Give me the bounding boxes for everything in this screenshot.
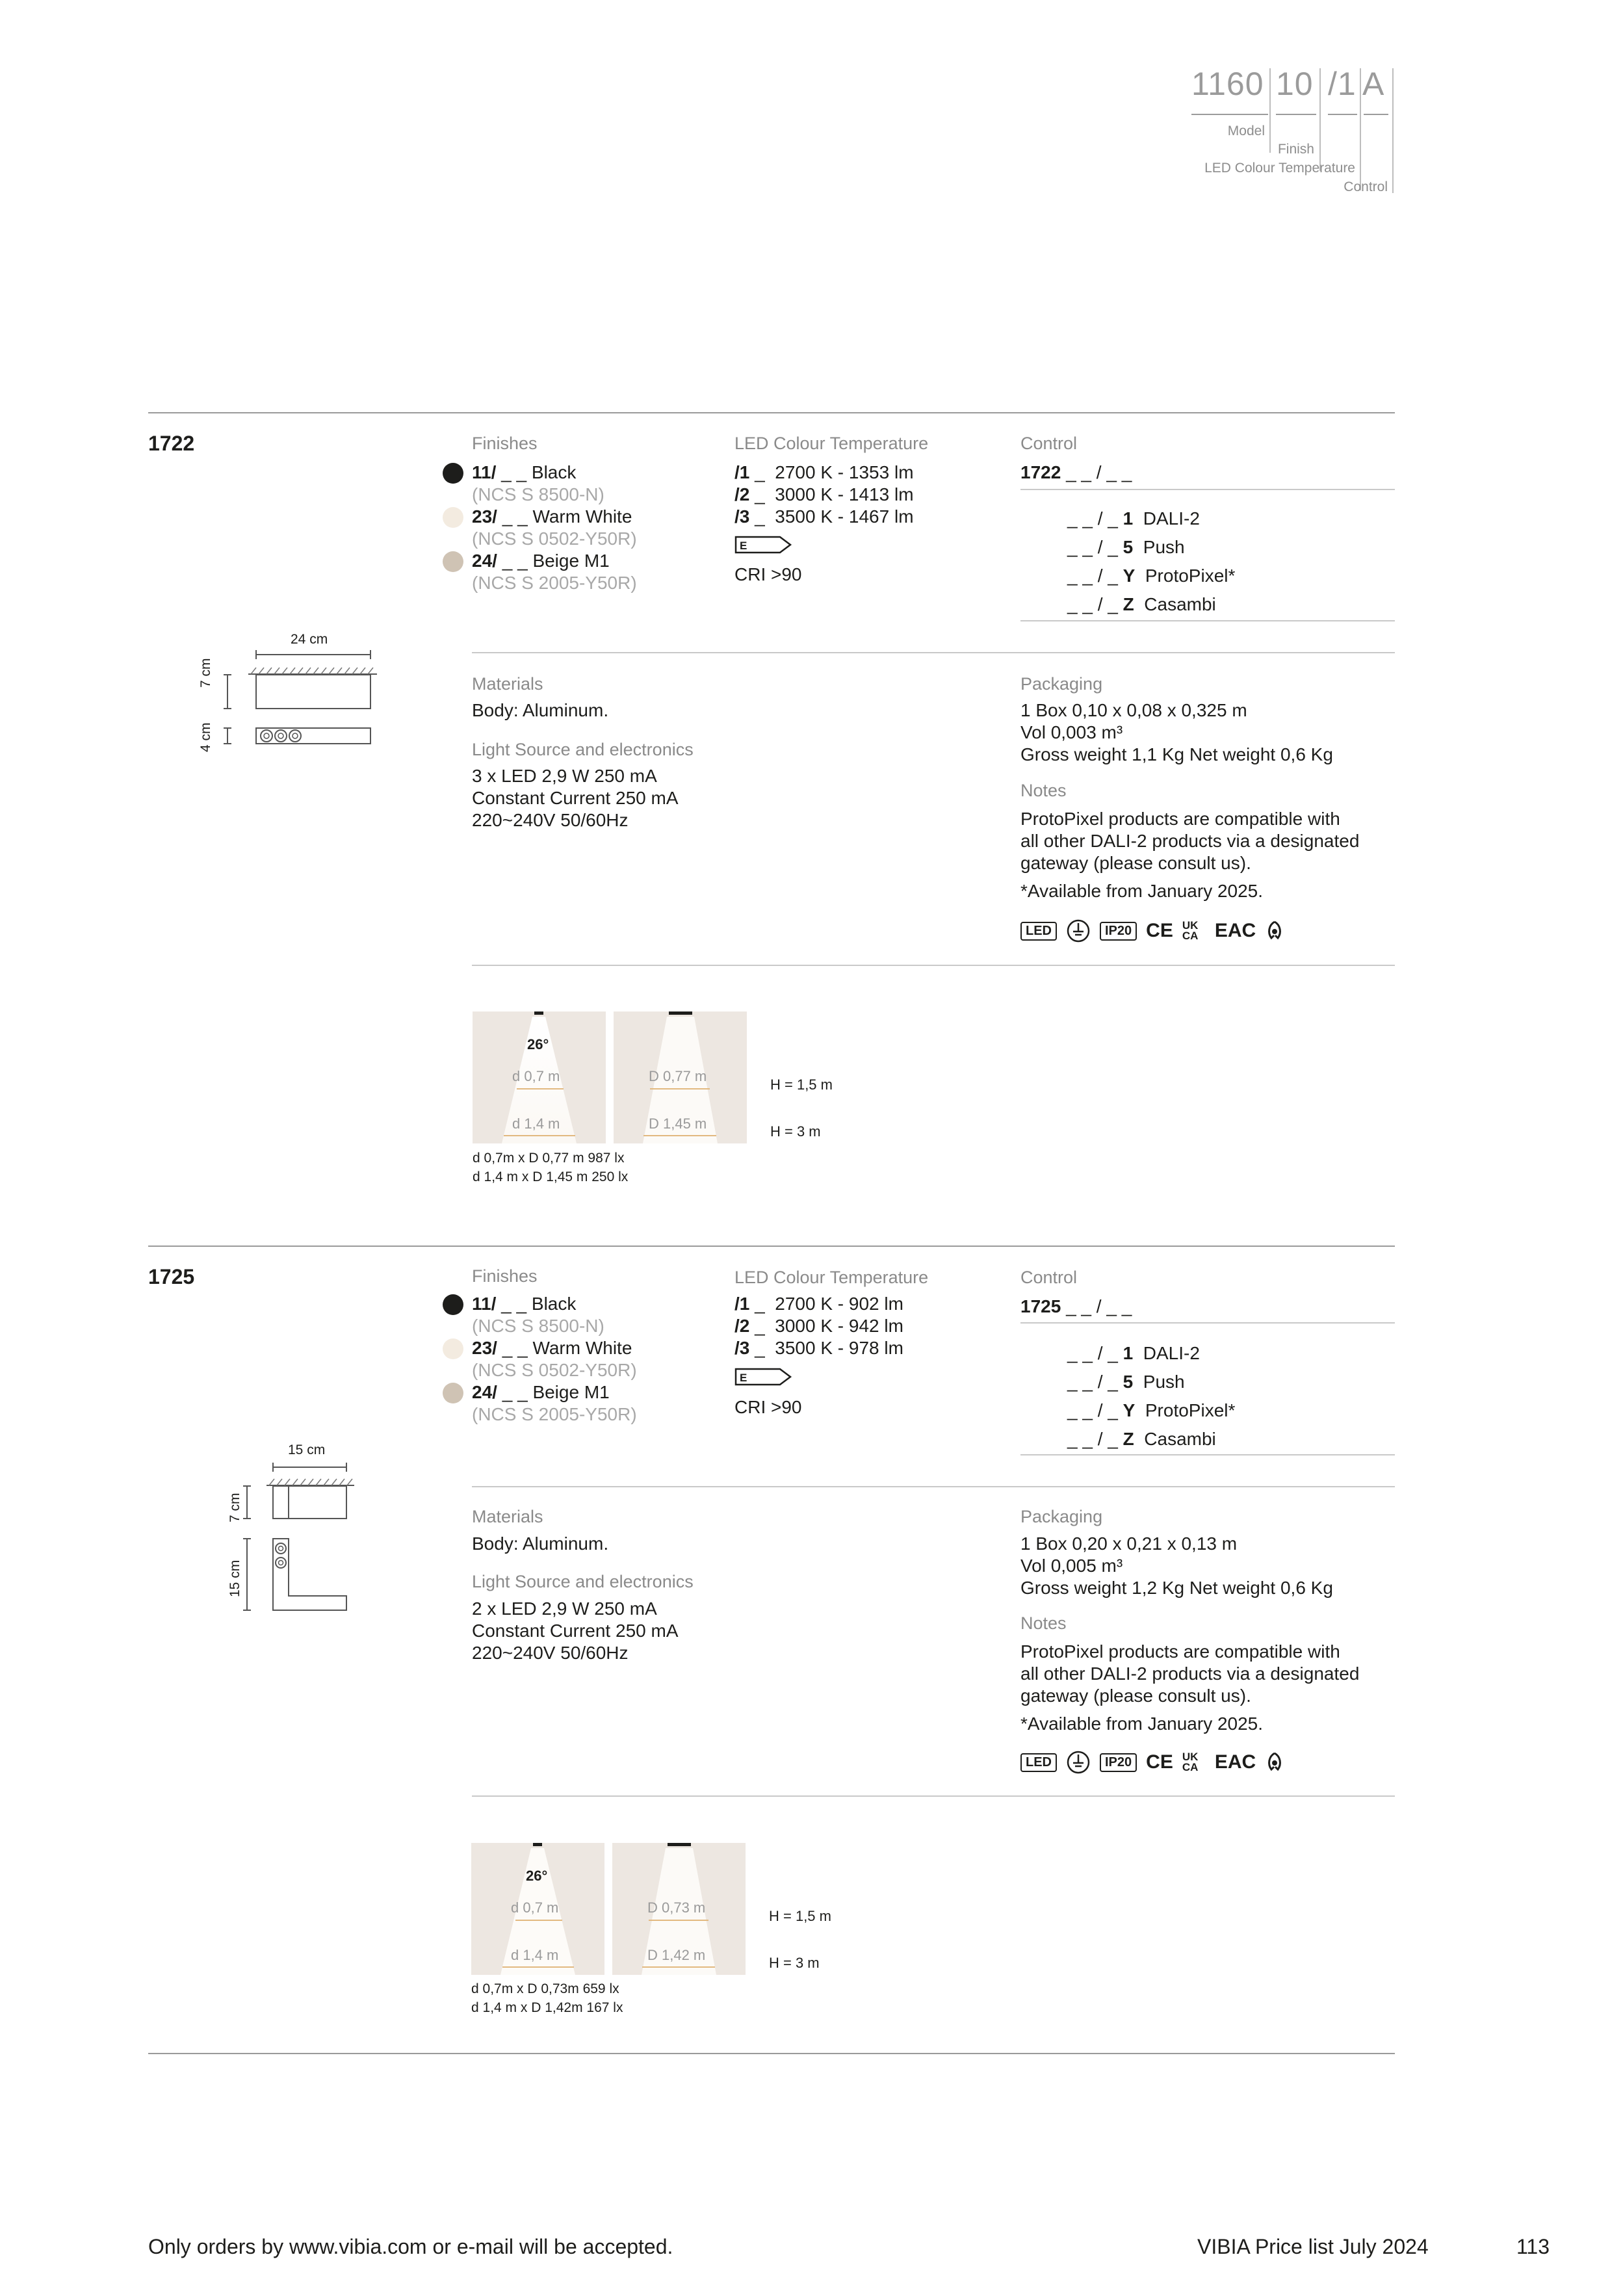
finish-beige: 24/ _ _ Beige M1: [472, 1382, 610, 1402]
packaging-line: Vol 0,003 m³: [1020, 722, 1123, 742]
footer-order-note: Only orders by www.vibia.com or e-mail will be accepted.: [148, 2235, 673, 2258]
finish-beige-ncs: (NCS S 2005-Y50R): [472, 1404, 637, 1424]
packaging-line: 1 Box 0,20 x 0,21 x 0,13 m: [1020, 1533, 1238, 1554]
light-source-line: 220~240V 50/60Hz: [472, 1643, 629, 1663]
packaging-line: Gross weight 1,2 Kg Net weight 0,6 Kg: [1020, 1578, 1333, 1598]
finish-black-ncs: (NCS S 8500-N): [472, 484, 604, 504]
led-temp-label: LED Colour Temperature: [734, 434, 929, 453]
light-source-label: Light Source and electronics: [472, 740, 694, 759]
cri-value: CRI >90: [734, 1397, 802, 1417]
temp-row: /3 _ 3500 K - 978 lm: [734, 1338, 903, 1358]
beam-h2: H = 3 m: [769, 1955, 820, 1971]
packaging-line: Vol 0,005 m³: [1020, 1556, 1123, 1576]
legend-model: Model: [1227, 124, 1265, 138]
finish-beige: 24/ _ _ Beige M1: [472, 551, 610, 571]
beam-d1: d 0,7 m: [511, 1899, 559, 1916]
packaging-line: 1 Box 0,10 x 0,08 x 0,325 m: [1020, 700, 1247, 720]
finish-swatch-warm-white: [443, 1338, 463, 1359]
eac-mark-icon: EAC: [1214, 920, 1256, 941]
finish-black-ncs: (NCS S 8500-N): [472, 1316, 604, 1336]
finish-warm-white: 23/ _ _ Warm White: [472, 506, 632, 527]
control-code: 1725 _ _ / _ _: [1020, 1296, 1132, 1316]
packaging-line: Gross weight 1,1 Kg Net weight 0,6 Kg: [1020, 744, 1333, 764]
earth-class-icon: [1066, 919, 1091, 943]
svg-text:E: E: [740, 1372, 747, 1384]
notes-label: Notes: [1020, 781, 1067, 800]
control-label: Control: [1020, 434, 1078, 453]
code-temperature: /1: [1328, 66, 1357, 102]
ukca-mark-icon: UKCA: [1182, 919, 1199, 942]
dimension-width: 15 cm: [288, 1442, 326, 1457]
notes-line: *Available from January 2025.: [1020, 881, 1264, 901]
control-code: 1722 _ _ / _ _: [1020, 462, 1132, 482]
light-source-line: 220~240V 50/60Hz: [472, 810, 629, 830]
code-control: A: [1362, 66, 1385, 102]
finish-beige-ncs: (NCS S 2005-Y50R): [472, 573, 637, 593]
dimension-height: 7 cm: [227, 1493, 242, 1522]
control-option-protopixel: _ _ / _ Y ProtoPixel*: [1067, 566, 1236, 586]
materials-value: Body: Aluminum.: [472, 700, 609, 720]
legend-finish: Finish: [1277, 142, 1314, 157]
product-id: 1725: [148, 1265, 195, 1288]
light-source-line: 2 x LED 2,9 W 250 mA: [472, 1598, 657, 1619]
recycling-icon: [1265, 1751, 1284, 1773]
notes-line: all other DALI-2 products via a designated: [1020, 831, 1360, 851]
code-finish: 10: [1276, 66, 1314, 102]
page-number: 113: [1516, 2235, 1550, 2258]
finish-swatch-warm-white: [443, 507, 463, 528]
control-option-casambi: _ _ / _ Z Casambi: [1067, 1429, 1216, 1449]
product-drawing: [201, 647, 383, 751]
finishes-label: Finishes: [472, 1266, 538, 1286]
eac-mark-icon: EAC: [1214, 1751, 1256, 1773]
beam-D1: D 0,77 m: [649, 1068, 707, 1084]
beam-h2: H = 3 m: [770, 1123, 821, 1140]
svg-text:E: E: [740, 540, 747, 552]
temp-row: /2 _ 3000 K - 1413 lm: [734, 484, 914, 504]
control-option-casambi: _ _ / _ Z Casambi: [1067, 594, 1216, 614]
ce-mark-icon: CE: [1146, 920, 1173, 941]
beam-d1: d 0,7 m: [512, 1068, 560, 1084]
dimension-width: 24 cm: [291, 632, 328, 647]
materials-label: Materials: [472, 674, 543, 694]
certification-icons: [1020, 1750, 1284, 1775]
notes-line: ProtoPixel products are compatible with: [1020, 1641, 1340, 1662]
beam-D2: D 1,45 m: [649, 1115, 707, 1132]
beam-D1: D 0,73 m: [647, 1899, 706, 1916]
light-source-line: Constant Current 250 mA: [472, 788, 679, 808]
ip20-icon: IP20: [1100, 1753, 1137, 1772]
packaging-label: Packaging: [1020, 674, 1103, 694]
cri-value: CRI >90: [734, 564, 802, 584]
notes-line: ProtoPixel products are compatible with: [1020, 809, 1340, 829]
temp-row: /2 _ 3000 K - 942 lm: [734, 1316, 903, 1336]
notes-line: all other DALI-2 products via a designated: [1020, 1663, 1360, 1684]
code-model: 1160: [1191, 66, 1264, 102]
beam-d2: d 1,4 m: [512, 1115, 560, 1132]
control-option-dali: _ _ / _ 1 DALI-2: [1067, 1343, 1200, 1363]
temp-row: /1 _ 2700 K - 1353 lm: [734, 462, 914, 482]
ce-mark-icon: CE: [1146, 1751, 1173, 1773]
light-source-line: 3 x LED 2,9 W 250 mA: [472, 766, 657, 786]
notes-label: Notes: [1020, 1613, 1067, 1633]
temp-row: /1 _ 2700 K - 902 lm: [734, 1294, 903, 1314]
finish-warm-white-ncs: (NCS S 0502-Y50R): [472, 528, 637, 549]
dimension-height: 7 cm: [198, 658, 213, 688]
ip20-icon: IP20: [1100, 922, 1137, 941]
earth-class-icon: [1066, 1750, 1091, 1775]
finish-black: 11/ _ _ Black: [472, 462, 577, 482]
beam-h1: H = 1,5 m: [769, 1908, 831, 1924]
temp-row: /3 _ 3500 K - 1467 lm: [734, 506, 914, 527]
finish-swatch-black: [443, 463, 463, 484]
legend-control: Control: [1344, 179, 1388, 194]
beam-spec-row: d 1,4 m x D 1,42m 167 lx: [471, 2000, 623, 2015]
control-option-protopixel: _ _ / _ Y ProtoPixel*: [1067, 1400, 1236, 1420]
led-temp-label: LED Colour Temperature: [734, 1268, 929, 1287]
light-source-line: Constant Current 250 mA: [472, 1621, 679, 1641]
finish-swatch-black: [443, 1294, 463, 1315]
control-option-dali: _ _ / _ 1 DALI-2: [1067, 508, 1200, 528]
energy-class-icon: [734, 1367, 793, 1387]
packaging-label: Packaging: [1020, 1507, 1103, 1526]
materials-label: Materials: [472, 1507, 543, 1526]
beam-spec-row: d 0,7m x D 0,73m 659 lx: [471, 1981, 619, 1996]
product-id: 1722: [148, 432, 195, 455]
finish-warm-white: 23/ _ _ Warm White: [472, 1338, 632, 1358]
control-option-push: _ _ / _ 5 Push: [1067, 1372, 1185, 1392]
finish-swatch-beige: [443, 1383, 463, 1403]
beam-d2: d 1,4 m: [511, 1947, 559, 1963]
led-icon: LED: [1020, 1753, 1057, 1772]
finish-swatch-beige: [443, 551, 463, 572]
recycling-icon: [1265, 920, 1284, 942]
beam-D2: D 1,42 m: [647, 1947, 706, 1963]
notes-line: gateway (please consult us).: [1020, 1686, 1251, 1706]
finishes-label: Finishes: [472, 434, 538, 453]
notes-line: gateway (please consult us).: [1020, 853, 1251, 873]
certification-icons: [1020, 919, 1284, 943]
beam-h1: H = 1,5 m: [770, 1076, 833, 1093]
dimension-depth: 4 cm: [198, 722, 213, 752]
ukca-mark-icon: UKCA: [1182, 1751, 1199, 1773]
beam-spec-row: d 0,7m x D 0,77 m 987 lx: [473, 1151, 625, 1166]
footer-brand: VIBIA Price list July 2024: [1197, 2235, 1429, 2258]
materials-value: Body: Aluminum.: [472, 1533, 609, 1554]
beam-angle: 26°: [526, 1868, 548, 1884]
led-icon: LED: [1020, 922, 1057, 941]
finish-black: 11/ _ _ Black: [472, 1294, 577, 1314]
control-option-push: _ _ / _ 5 Push: [1067, 537, 1185, 557]
legend-led-temp: LED Colour Temperature: [1204, 161, 1355, 176]
dimension-depth: 15 cm: [227, 1559, 242, 1597]
notes-line: *Available from January 2025.: [1020, 1714, 1264, 1734]
light-source-label: Light Source and electronics: [472, 1572, 694, 1591]
finish-warm-white-ncs: (NCS S 0502-Y50R): [472, 1360, 637, 1380]
beam-angle: 26°: [527, 1036, 549, 1052]
control-label: Control: [1020, 1268, 1078, 1287]
energy-class-icon: [734, 535, 793, 554]
beam-spec-row: d 1,4 m x D 1,45 m 250 lx: [473, 1169, 629, 1184]
